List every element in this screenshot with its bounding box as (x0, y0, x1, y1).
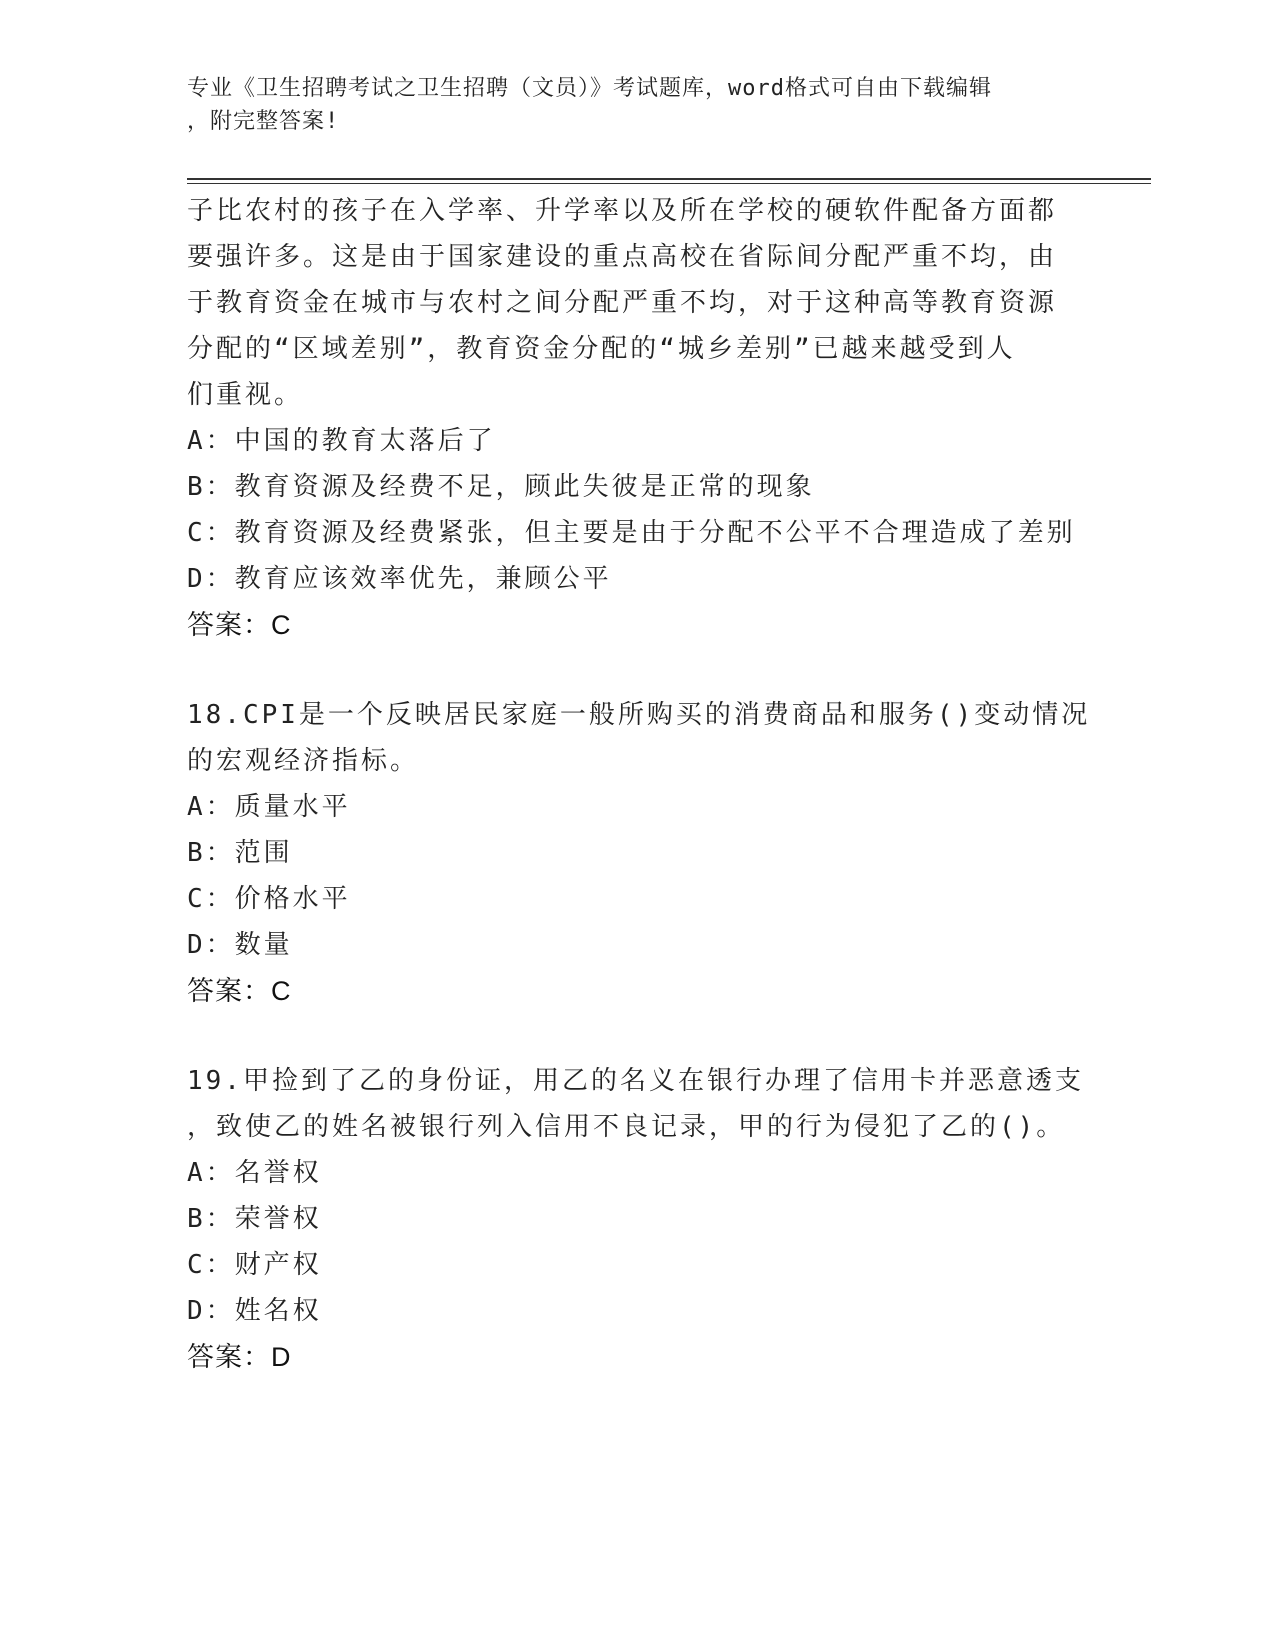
question-text-line: 18.CPI是一个反映居民家庭一般所购买的消费商品和服务()变动情况 (187, 700, 1091, 730)
option-a: A：质量水平 (187, 792, 351, 822)
answer-label: 答案：C (187, 610, 292, 640)
question-17-continued (187, 188, 1087, 648)
option-b: B：荣誉权 (187, 1204, 322, 1234)
header-divider (187, 178, 1151, 184)
option-d: D：数量 (187, 930, 293, 960)
question-text-line: ，致使乙的姓名被银行列入信用不良记录，甲的行为侵犯了乙的()。 (187, 1112, 1066, 1142)
question-18 (187, 692, 1091, 1014)
question-text-line: 要强许多。这是由于国家建设的重点高校在省际间分配严重不均，由 (187, 242, 1058, 272)
option-d: D：教育应该效率优先，兼顾公平 (187, 564, 612, 594)
header-title-line-2: ，附完整答案! (187, 109, 340, 134)
option-b: B：范围 (187, 838, 293, 868)
question-spacer (187, 648, 1087, 692)
option-c: C：价格水平 (187, 884, 351, 914)
option-c: C：教育资源及经费紧张，但主要是由于分配不公平不合理造成了差别 (187, 518, 1076, 548)
option-a: A：名誉权 (187, 1158, 322, 1188)
question-text-line: 19.甲捡到了乙的身份证，用乙的名义在银行办理了信用卡并恶意透支 (187, 1066, 1084, 1096)
question-text-line: 的宏观经济指标。 (187, 746, 420, 776)
answer-label: 答案：D (187, 1342, 292, 1372)
option-a: A：中国的教育太落后了 (187, 426, 496, 456)
question-19 (187, 1058, 1087, 1380)
document-header (187, 72, 1067, 138)
question-text-line: 们重视。 (187, 380, 304, 410)
header-title-line-1: 专业《卫生招聘考试之卫生招聘（文员）》考试题库，word格式可自由下载编辑 (187, 76, 992, 101)
option-d: D：姓名权 (187, 1296, 322, 1326)
question-list (187, 188, 1091, 1380)
question-text-line: 分配的“区域差别”，教育资金分配的“城乡差别”已越来越受到人 (187, 334, 1016, 364)
option-c: C：财产权 (187, 1250, 322, 1280)
question-text-line: 子比农村的孩子在入学率、升学率以及所在学校的硬软件配备方面都 (187, 196, 1058, 226)
option-b: B：教育资源及经费不足，顾此失彼是正常的现象 (187, 472, 815, 502)
question-text-line: 于教育资金在城市与农村之间分配严重不均，对于这种高等教育资源 (187, 288, 1058, 318)
question-spacer (187, 1014, 1087, 1058)
answer-label: 答案：C (187, 976, 292, 1006)
